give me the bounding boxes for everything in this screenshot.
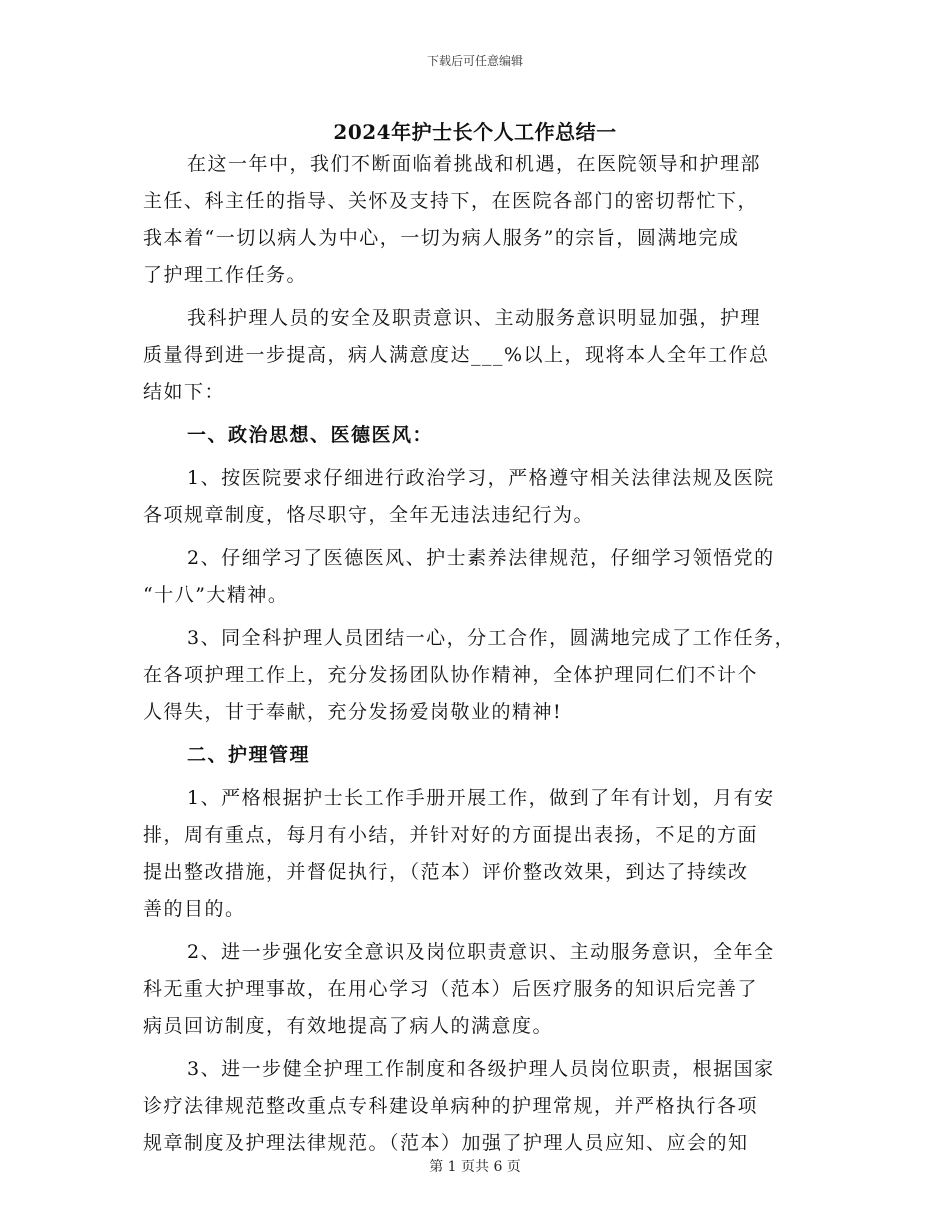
text-line: 二、护理管理 — [187, 744, 311, 766]
text-line: 各项规章制度，恪尽职守，全年无违法违纪行为。 — [143, 504, 595, 526]
page-header: 下载后可任意编辑 — [426, 54, 523, 68]
text-line: 3、同全科护理人员团结一心，分工合作，圆满地完成了工作任务， — [187, 627, 796, 649]
section-heading — [143, 737, 823, 774]
text-line: 在这一年中，我们不断面临着挑战和机遇，在医院领导和护理部 — [187, 153, 762, 175]
paragraph — [143, 934, 823, 1045]
text-line: 我本着“一切以病人为中心，一切为病人服务”的宗旨，圆满地完成 — [143, 227, 740, 249]
text-line: 2、进一步强化安全意识及岗位职责意识、主动服务意识，全年全 — [187, 941, 775, 963]
text-line: 2、仔细学习了医德医风、护士素养法律规范，仔细学习领悟党的 — [187, 547, 775, 569]
document-title: 2024年护士长个人工作总结一 — [333, 120, 617, 144]
paragraph — [143, 146, 823, 294]
text-line: 3、进一步健全护理工作制度和各级护理人员岗位职责，根据国家 — [187, 1058, 775, 1080]
text-line: 病员回访制度，有效地提高了病人的满意度。 — [143, 1015, 554, 1037]
text-line: 我科护理人员的安全及职责意识、主动服务意识明显加强，护理 — [187, 307, 762, 329]
paragraph — [143, 1051, 823, 1162]
text-line: 善的目的。 — [143, 898, 246, 920]
text-line: 1、严格根据护士长工作手册开展工作，做到了年有计划，月有安 — [187, 787, 775, 809]
text-line: 1、按医院要求仔细进行政治学习，严格遵守相关法律法规及医院 — [187, 467, 775, 489]
text-line: 规章制度及护理法律规范。（范本）加强了护理人员应知、应会的知 — [143, 1132, 749, 1154]
paragraph — [143, 540, 823, 614]
text-line: 结如下： — [143, 381, 226, 403]
page-footer: 第 1 页共 6 页 — [429, 1159, 521, 1175]
text-line: 诊疗法律规范整改重点专科建设单病种的护理常规，并严格执行各项 — [143, 1095, 759, 1117]
text-line: 提出整改措施，并督促执行，（范本）评价整改效果，到达了持续改 — [143, 861, 749, 883]
text-line: 在各项护理工作上，充分发扬团队协作精神，全体护理同仁们不计个 — [143, 664, 759, 686]
section-heading — [143, 417, 823, 454]
text-line: 了护理工作任务。 — [143, 264, 308, 286]
text-line: 一、政治思想、医德医风： — [187, 424, 434, 446]
paragraph — [143, 620, 823, 731]
text-line: 科无重大护理事故，在用心学习（范本）后医疗服务的知识后完善了 — [143, 978, 759, 1000]
text-line: 主任、科主任的指导、关怀及支持下，在医院各部门的密切帮忙下， — [143, 190, 759, 212]
text-line: 质量得到进一步提高，病人满意度达___%以上，现将本人全年工作总 — [143, 344, 770, 366]
text-line: 排，周有重点，每月有小结，并针对好的方面提出表扬，不足的方面 — [143, 824, 759, 846]
text-line: “十八”大精神。 — [143, 584, 289, 606]
paragraph — [143, 780, 823, 928]
paragraph — [143, 300, 823, 411]
document-body — [143, 146, 823, 1168]
paragraph — [143, 460, 823, 534]
text-line: 人得失，甘于奉献，充分发扬爱岗敬业的精神! — [143, 701, 563, 723]
